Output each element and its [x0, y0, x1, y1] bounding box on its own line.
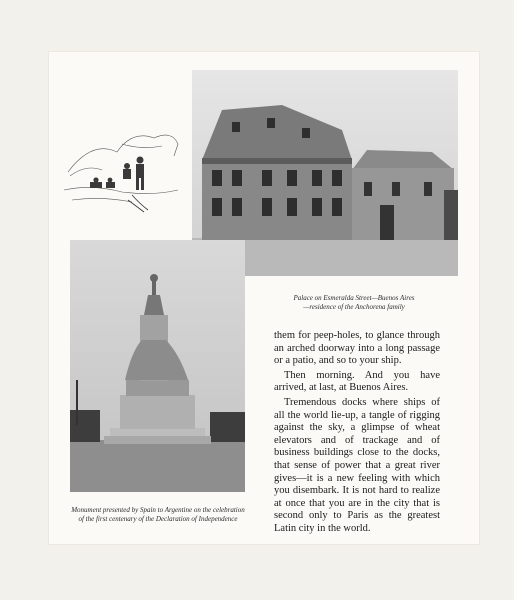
sketch-illustration [62, 100, 182, 220]
paragraph: them for peep-holes, to glance through an arched doorway into a long passage or a patio, and so to your ship. [274, 330, 440, 367]
monument-caption [56, 506, 260, 524]
palace-caption-line-1: Palace on Esmeralda Street—Buenos Aires [293, 294, 415, 302]
monument-caption-line-1: Monument presented by Spain to Argentine on the celebration [71, 506, 245, 514]
palace-caption-line-2: —residence of the Anchorena family [303, 303, 405, 311]
paragraph: Then morning. And you have arrived, at last, at Buenos Aires. [274, 369, 440, 394]
monument-caption-line-2: of the first centenary of the Declaration of Independence [78, 515, 238, 523]
monument-photo [70, 240, 245, 492]
body-text [274, 330, 440, 536]
paragraph: Tremendous docks where ships of all the world lie-up, a tangle of rigging against the sky, a glimpse of wheat elevators and of trackage and of business buildings close to the docks, that sense of power that a great river gives—it is a new feeling with which you disembark. It is not hard to realize at once that you are in the city that is second only to Paris as the greatest Latin city in the world. [274, 396, 440, 534]
palace-caption [282, 294, 426, 312]
